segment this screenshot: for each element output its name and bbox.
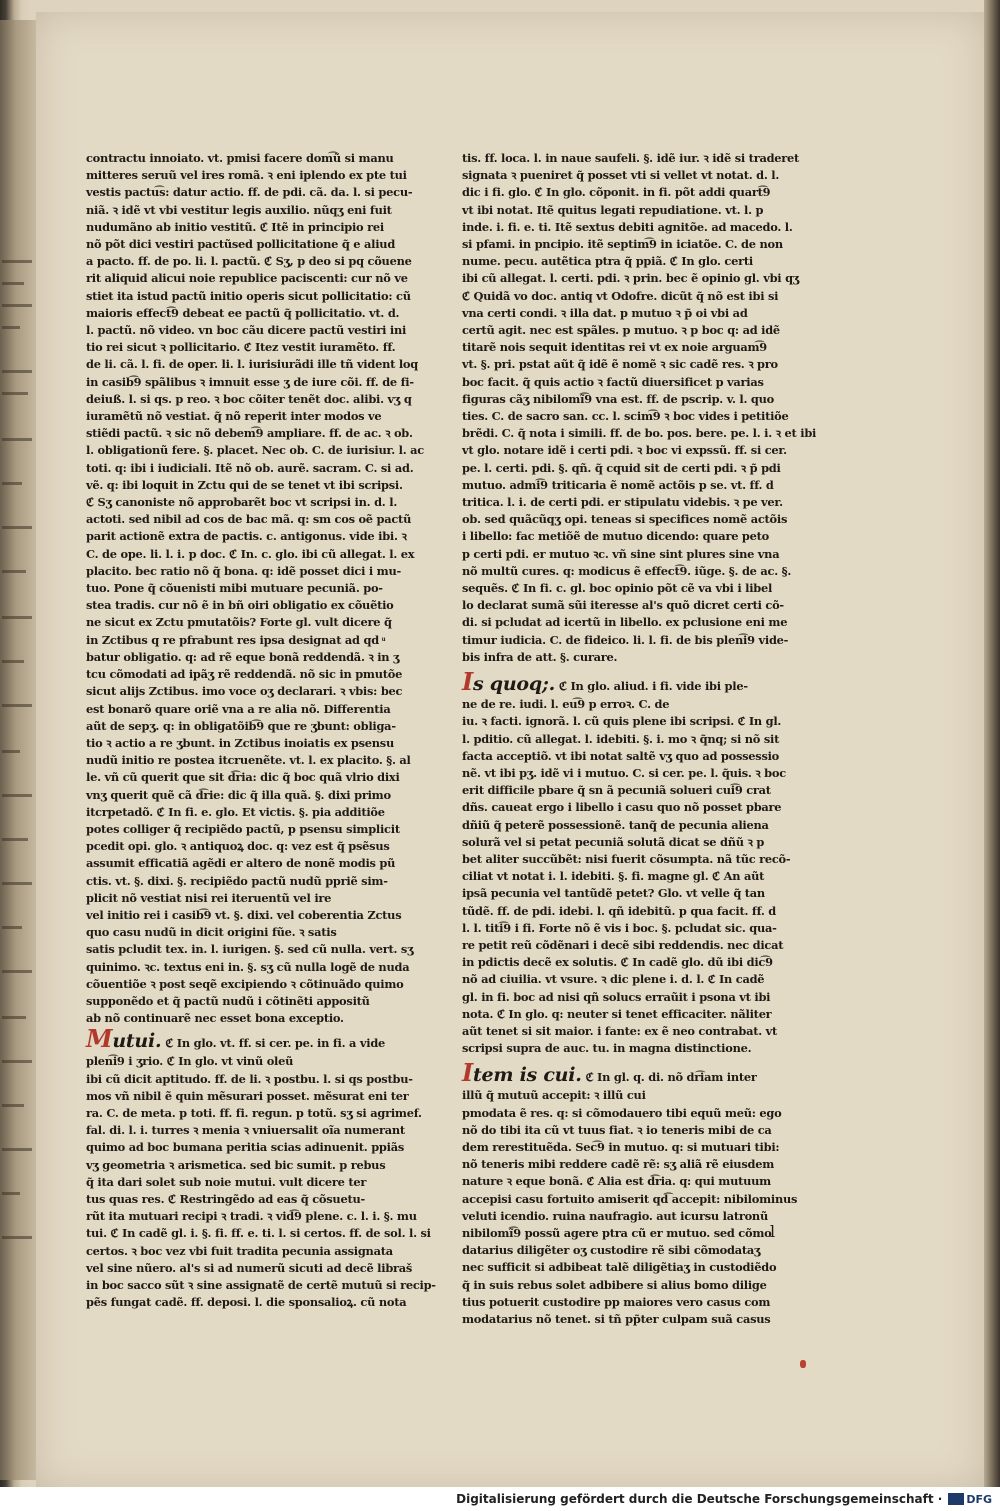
text-line: in Zctibus q re pfrabunt res ipsa designat ad qd ͧ	[86, 632, 386, 647]
text-line: ibi cũ allegat. l. certi. pdi. ꝛ prin. bec ẽ opinio gl. vbi qʒ	[462, 271, 800, 286]
rubric-heading	[462, 667, 555, 697]
text-line: de li. cã. l. fi. de oper. li. l. iurisiurãdi ille tñ vident loq	[86, 357, 418, 372]
text-line: di. si pcludat ad icertũ in libello. ex pclusione eni me	[462, 615, 788, 630]
text-line: nõ multũ cures. q: modicus ẽ effect͡9. iũge. §. de ac. §.	[462, 563, 792, 578]
text-line: fal. di. l. i. turres ꝛ menia ꝛ vniuersalit oĩa numerant	[86, 1123, 405, 1138]
text-line: in pdictis decẽ ex solutis. ℭ In cadẽ glo. dũ ibi dic͡9	[462, 955, 773, 970]
text-line: assumit efficatiã agẽdi er altero de nonẽ modis pũ	[86, 856, 396, 871]
text-line: boc facit. q̃ quis actio ꝛ factũ diuersificet p varias	[462, 374, 764, 389]
signature-mark: l	[770, 1222, 776, 1241]
text-line: parit actionẽ extra de pactis. c. antigonus. vide ibi. ꝛ	[86, 529, 407, 544]
text-line: ctis. vt. §. dixi. §. recipiẽdo pactũ nudũ ppriẽ sim-	[86, 873, 388, 888]
rubricated-initial: M	[86, 1024, 113, 1054]
text-line: le. vñ cũ querit que sit d͡ria: dic q̃ boc quã vlrio dixi	[86, 770, 400, 785]
book-edge-right	[984, 0, 1000, 1511]
text-line: ipsã pecunia vel tantũdẽ petet? Glo. vt velle q̃ tan	[462, 886, 765, 901]
text-line: pe. l. certi. pdi. §. qñ. q̃ cquid sit de certi pdi. ꝛ p̃ pdi	[462, 460, 781, 475]
text-line: i libello: fac metiõẽ de mutuo dicendo: quare peto	[462, 529, 769, 544]
text-line: tritica. l. i. de certi pdi. er stipulatu videbis. ꝛ pe ver.	[462, 495, 783, 510]
dfg-logo	[948, 1493, 992, 1506]
rubricated-initial: I	[462, 667, 473, 697]
text-line: mitteres seruũ vel ires romã. ꝛ eni iplendo ex pte tui	[86, 168, 407, 183]
text-line: plicit nõ vestiat nisi rei iteruentũ vel ire	[86, 890, 332, 905]
text-line: l. obligationũ fere. §. placet. Nec ob. C. de iurisiur. l. ac	[86, 443, 424, 458]
text-line: tus quas res. ℭ Restringẽdo ad eas q̃ cõsuetu-	[86, 1191, 365, 1206]
text-line: facta acceptiõ. vt ibi notat saltẽ vʒ quo ad possessio	[462, 748, 780, 763]
text-line: tcu cõmodati ad ipãʒ rẽ reddendã. nõ sic in pmutõe	[86, 667, 403, 682]
text-line: vt. §. pri. pstat aũt q̃ idẽ ẽ nomẽ ꝛ sic cadẽ res. ꝛ pro	[462, 357, 778, 372]
text-line: vel sine nũero. al's si ad numerũ sicuti ad decẽ libraš	[86, 1260, 413, 1275]
heading-continuation: ℭ In glo. vt. ff. si cer. pe. in fi. a vide	[165, 1036, 386, 1051]
text-line: quo casu nudũ in dicit origini fũe. ꝛ satis	[86, 925, 337, 940]
text-line: mutuo. admi͡9 triticaria ẽ nomẽ actõis p se. vt. ff. d	[462, 477, 774, 492]
text-line: nume. pecu. autẽtica ptra q̃ ppiã. ℭ In glo. certi	[462, 254, 753, 269]
text-line: nõ do tibi ita cũ vt tuus fiat. ꝛ io teneris mibi de ca	[462, 1122, 772, 1137]
text-line: plen͡i9 i ʒrio. ℭ In glo. vt vinũ oleũ	[86, 1054, 294, 1069]
text-line: veluti icendio. ruina naufragio. aut icursu latronũ	[462, 1208, 768, 1223]
text-line: solurã vel si petat pecuniã solutã dicat se dñũ ꝛ p	[462, 834, 765, 849]
rubric-heading	[86, 1024, 162, 1054]
right-column-block-b	[462, 696, 791, 1057]
text-line: nec sufficit si adbibeat talẽ diligẽtiaʒ in custodiẽdo	[462, 1260, 777, 1275]
text-line: sequẽs. ℭ In fi. c. gl. boc opinio põt cẽ va vbi i libel	[462, 581, 773, 596]
text-line: q̃ ita dari solet sub noie mutui. vult dicere ter	[86, 1174, 367, 1189]
text-line: modatarius nõ tenet. si tñ pp̃ter culpam suã casus	[462, 1312, 771, 1326]
text-line: aũt tenet si sit maior. i fante: ex ẽ neo contrabat. vt	[462, 1023, 778, 1038]
text-line: tũdẽ. ff. de pdi. idebi. l. qñ idebitũ. p qua facit. ff. d	[462, 903, 776, 918]
text-line: q̃ in suis rebus solet adbibere si alius bomo dilige	[462, 1277, 767, 1292]
text-line: l. l. titi͡9 i fi. Forte nõ ẽ vis i boc. §. pcludat sic. qua-	[462, 920, 777, 935]
text-line: tis. ff. loca. l. in naue saufeli. §. idẽ iur. ꝛ idẽ si traderet	[462, 151, 800, 165]
previous-page-edge	[0, 20, 40, 1480]
text-line: in boc sacco sũt ꝛ sine assignatẽ de certẽ mutuũ si recip-	[86, 1278, 436, 1292]
text-line: toti. q: ibi i iudiciali. Itẽ nõ ob. aurẽ. sacram. C. si ad.	[86, 460, 414, 475]
text-line: C. de ope. li. l. i. p doc. ℭ In. c. glo. ibi cũ allegat. l. ex	[86, 546, 415, 561]
text-line: batur obligatio. q: ad rẽ eque bonã reddendã. ꝛ in ʒ	[86, 649, 400, 664]
heading-word: s quoq;.	[472, 673, 555, 696]
text-line: rũt ita mutuari recipi ꝛ tradi. ꝛ vid͡9 plene. c. l. i. §. mu	[86, 1209, 417, 1224]
funding-credit: Digitalisierung gefördert durch die Deutsche Forschungsgemeinschaft ·	[456, 1492, 943, 1506]
dfg-logo-text: DFG	[966, 1492, 992, 1506]
text-line: si pfami. in pncipio. itẽ septim͡9 in iciatõe. C. de non	[462, 237, 783, 252]
left-column-block-b	[86, 1053, 436, 1311]
text-line: brẽdi. C. q̃ nota i simili. ff. de bo. pos. bere. pe. l. i. ꝛ et ibi	[462, 426, 817, 441]
dfg-logo-icon	[948, 1493, 964, 1505]
text-line: tio rei sicut ꝛ pollicitario. ℭ Itez vestit iuramẽto. ff.	[86, 340, 396, 355]
text-line: cõuentiõe ꝛ post seqẽ excipiendo ꝛ cõtinuãdo quimo	[86, 976, 404, 991]
text-line: nudumãno ab initio vestitũ. ℭ Itẽ in principio rei	[86, 219, 384, 234]
rubric-heading	[462, 1058, 582, 1088]
text-line: inde. i. fi. e. ti. Itẽ sextus debiti agnitõe. ad macedo. l.	[462, 219, 793, 234]
text-line: a pacto. ff. de po. li. l. pactũ. ℭ Sʒ, p deo si pq cõuene	[86, 254, 412, 269]
text-line: pẽs fungat cadẽ. ff. deposi. l. die sponsalioꝝ. cũ nota	[86, 1295, 407, 1310]
right-column-block-c	[462, 1087, 798, 1328]
text-line: niã. ꝛ idẽ vt vbi vestitur legis auxilio. nũqʒ eni fuit	[86, 202, 392, 217]
text-line: erit difficile pbare q̃ sn ã pecuniã solueri cui͡9 crat	[462, 783, 771, 798]
text-line: tius potuerit custodire pp maiores vero casus com	[462, 1294, 771, 1309]
text-line: stiẽdi pactũ. ꝛ sic nõ debem͡9 ampliare. ff. de ac. ꝛ ob.	[86, 426, 413, 441]
text-line: vnʒ querit quẽ cã d͡rie: dic q̃ illa quã. §. dixi primo	[86, 787, 391, 802]
text-line: certũ agit. nec est spãles. p mutuo. ꝛ p boc q: ad idẽ	[462, 323, 780, 338]
text-line: re petit reũ cõdẽnari i decẽ sibi reddendis. nec dicat	[462, 937, 784, 952]
text-line: vt glo. notare idẽ i certi pdi. ꝛ boc vi expssũ. ff. si cer.	[462, 443, 787, 458]
text-line: ra. C. de meta. p toti. ff. fi. regun. p totũ. sʒ si agrimef.	[86, 1105, 422, 1120]
text-line: stea tradis. cur nõ ẽ in bñ oiri obligatio ex cõuẽtio	[86, 598, 394, 613]
text-line: nibilomĩ͡9 possũ agere ptra cũ er mutuo. sed cõmo	[462, 1225, 772, 1240]
text-line: quimo ad boc bumana peritia scias adinuenit. ppiãs	[86, 1140, 405, 1155]
heading-word: utui.	[112, 1030, 162, 1053]
text-line: l. pactũ. nõ video. vn boc cãu dicere pactũ vestiri ini	[86, 323, 407, 338]
text-line: titarẽ nois sequit identitas rei vt ex noie arguam͡9	[462, 340, 767, 355]
text-line: vẽ. q: ibi loquit in Zctu qui de se tenet vt ibi scripsi.	[86, 477, 403, 492]
heading-word: tem is cui.	[472, 1064, 582, 1087]
right-column-block-a	[462, 150, 817, 666]
heading-continuation: ℭ In gl. q. di. nõ dr͡iam inter	[585, 1070, 757, 1085]
text-line: gl. in fi. boc ad nisi qñ solucs erraũit i psona vt ibi	[462, 989, 771, 1004]
text-line: accepisi casu fortuito amiserit qd͡ accepit: nibilominus	[462, 1191, 798, 1206]
text-line: lo declarat sumã sũi iteresse al's quõ dicret certi cõ-	[462, 598, 784, 613]
text-line: p certi pdi. er mutuo ꝛc. vñ sine sint plures sine vna	[462, 546, 780, 561]
text-column-right	[462, 150, 817, 1328]
text-line: dic i fi. glo. ℭ In glo. cõponit. in fi. põt addi quart͡9	[462, 185, 771, 200]
text-line: potes colliger q̃ recipiẽdo pactũ, p psensu simplicit	[86, 821, 400, 836]
text-line: ibi cũ dicit aptitudo. ff. de li. ꝛ postbu. l. si qs postbu-	[86, 1071, 413, 1086]
text-line: dñs. caueat ergo i libello i casu quo nõ posset pbare	[462, 800, 782, 815]
text-line: certos. ꝛ boc vez vbi fuit tradita pecunia assignata	[86, 1243, 393, 1258]
text-line: itcrpetadõ. ℭ In fi. e. glo. Et victis. §. pia additiõe	[86, 804, 385, 819]
text-line: rit aliquid alicui noie republice paciscenti: cur nõ ve	[86, 271, 408, 286]
text-line: nudũ initio re postea itcruenẽte. vt. l. ex placito. §. al	[86, 753, 411, 768]
text-line: maioris effect͡9 debeat ee pactũ q̃ pollicitatio. vt. d.	[86, 305, 400, 320]
rubricated-initial: I	[462, 1058, 473, 1088]
text-line: vel initio rei i casib͡9 vt. §. dixi. vel coberentia Zctus	[86, 907, 402, 922]
text-line: datarius diligẽter oʒ custodire rẽ sibi cõmodataʒ	[462, 1243, 761, 1258]
text-line: nature ꝛ eque bonã. ℭ Alia est d͡ria. q: qui mutuum	[462, 1174, 771, 1189]
text-line: mos vñ nibil ẽ quin mẽsurari posset. mẽsurat eni ter	[86, 1088, 409, 1103]
text-line: ciliat vt notat i. l. idebiti. §. fi. magne gl. ℭ An aũt	[462, 869, 765, 884]
text-line: ties. C. de sacro san. cc. l. scim͡9 ꝛ boc vides i petitiõe	[462, 409, 789, 424]
text-line: figuras cãʒ nibilomĩ͡9 vna est. ff. de pscrip. v. l. quo	[462, 391, 774, 406]
text-line: timur iudicia. C. de fideico. li. l. fi. de bis plen͡i9 vide-	[462, 632, 789, 647]
text-line: ℭ Quidã vo doc. antiq vt Odofre. dicũt q̃ nõ est ibi si	[462, 288, 779, 303]
text-line: aũt de sepʒ. q: in obligatõib͡9 que re ʒbunt: obliga-	[86, 718, 396, 733]
text-line: iuramẽtũ nõ vestiat. q̃ nõ reperit inter modos ve	[86, 409, 382, 424]
text-line: dñiũ q̃ peterẽ possessionẽ. tanq̃ de pecunia aliena	[462, 817, 769, 832]
text-line: placito. bec ratio nõ q̃ bona. q: idẽ posset dici i mu-	[86, 563, 401, 578]
text-line: quinimo. ꝛc. textus eni in. §. sʒ cũ nulla logẽ de nuda	[86, 959, 410, 974]
text-line: dem rerestituẽda. Sec͡9 in mutuo. q: si mutuari tibi:	[462, 1139, 780, 1154]
text-line: deiuß. l. si qs. p reo. ꝛ boc cõiter tenẽt doc. alibi. vʒ q	[86, 391, 412, 406]
text-line: est bonarõ quare oriẽ vna a re alia nõ. Differentia	[86, 701, 391, 716]
red-ink-spot	[800, 1360, 806, 1368]
text-line: actoti. sed nibil ad cos de bac mã. q: sm cos oẽ pactũ	[86, 512, 412, 527]
text-line: ℭ Sʒ canoniste nõ approbarẽt boc vt scripsi in. d. l.	[86, 495, 398, 510]
text-line: ab nõ continuarẽ nec esset bona exceptio.	[86, 1011, 344, 1026]
text-line: vestis pactu͡s: datur actio. ff. de pdi. cã. da. l. si pecu-	[86, 185, 413, 200]
text-line: contractu innoiato. vt. pmisi facere dom͡ũ si manu	[86, 151, 394, 165]
text-line: nõ ad ciuilia. vt vsure. ꝛ dic plene i. d. l. ℭ In cadẽ	[462, 972, 765, 987]
text-line: vʒ geometria ꝛ arismetica. sed bic sumit. p rebus	[86, 1157, 386, 1172]
heading-continuation: ℭ In glo. aliud. i fi. vide ibi ple-	[558, 679, 748, 694]
text-line: illũ q̃ mutuũ accepit: ꝛ illũ cui	[462, 1088, 646, 1103]
text-line: scripsi supra de auc. tu. in magna distinctione.	[462, 1041, 752, 1056]
section-heading-is-quoque	[462, 667, 772, 697]
text-line: nõ teneris mibi reddere cadẽ rẽ: sʒ aliã rẽ eiusdem	[462, 1157, 774, 1172]
text-line: iu. ꝛ facti. ignorã. l. cũ quis plene ibi scripsi. ℭ In gl.	[462, 714, 782, 729]
text-line: l. pditio. cũ allegat. l. idebiti. §. i. mo ꝛ q̃nq; si nõ sit	[462, 731, 780, 746]
left-column-block-a	[86, 150, 424, 1027]
text-line: vt ibi notat. Itẽ quitus legati repudiatione. vt. l. p	[462, 202, 764, 217]
text-line: nẽ. vt ibi pʒ. idẽ vi i mutuo. C. si cer. pe. l. q̃uis. ꝛ boc	[462, 765, 786, 780]
text-line: tuo. Pone q̃ cõuenisti mibi mutuare pecuniã. po-	[86, 581, 383, 596]
text-line: pmodata ẽ res. q: si cõmodauero tibi equũ meũ: ego	[462, 1105, 782, 1120]
text-line: nota. ℭ In glo. q: neuter si tenet efficaciter. nãliter	[462, 1006, 772, 1021]
text-line: vna certi condi. ꝛ illa dat. p mutuo ꝛ p̃ oi vbi ad	[462, 305, 748, 320]
text-line: signata ꝛ pueniret q̃ posset vti si vellet vt notat. d. l.	[462, 168, 780, 183]
text-column-left	[86, 150, 436, 1311]
text-line: in casib͡9 spãlibus ꝛ imnuit esse ʒ de iure cõi. ff. de fi-	[86, 374, 414, 389]
text-line: pcedit opi. glo. ꝛ antiquoꝝ doc. q: vez est q̃ psẽsus	[86, 839, 390, 854]
text-line: stiet ita istud pactũ initio operis sicut pollicitatio: cũ	[86, 288, 411, 303]
text-line: ne sicut ex Zctu pmutatõis? Forte gl. vult dicere q̃	[86, 615, 392, 630]
text-line: supponẽdo et q̃ pactũ nudũ i cõtinẽti appositũ	[86, 993, 370, 1008]
text-line: ob. sed quãcũqʒ opi. teneas si specifices nomẽ actõis	[462, 512, 788, 527]
text-line: sicut alijs Zctibus. imo voce oʒ declarari. ꝛ vbis: bec	[86, 684, 403, 699]
section-heading-item-is-cui	[462, 1058, 772, 1088]
footer-bar	[0, 1487, 1000, 1511]
text-line: satis pcludit tex. in. l. iurigen. §. sed cũ nulla. vert. sʒ	[86, 942, 414, 957]
text-line: tio ꝛ actio a re ʒbunt. in Zctibus inoiatis ex psensu	[86, 735, 395, 750]
text-line: ne de re. iudi. l. eu͡9 p erroꝛ. C. de	[462, 697, 670, 712]
text-line: nõ põt dici vestiri pactũsed pollicitatione q̃ e aliud	[86, 237, 396, 252]
text-line: bis infra de att. §. curare.	[462, 649, 618, 664]
text-line: bet aliter succũbẽt: nisi fuerit cõsumpta. nã tũc recõ-	[462, 851, 791, 866]
text-line: tui. ℭ In cadẽ gl. i. §. fi. ff. e. ti. l. si certos. ff. de sol. l. si	[86, 1226, 431, 1241]
section-heading-mutui	[86, 1024, 404, 1054]
